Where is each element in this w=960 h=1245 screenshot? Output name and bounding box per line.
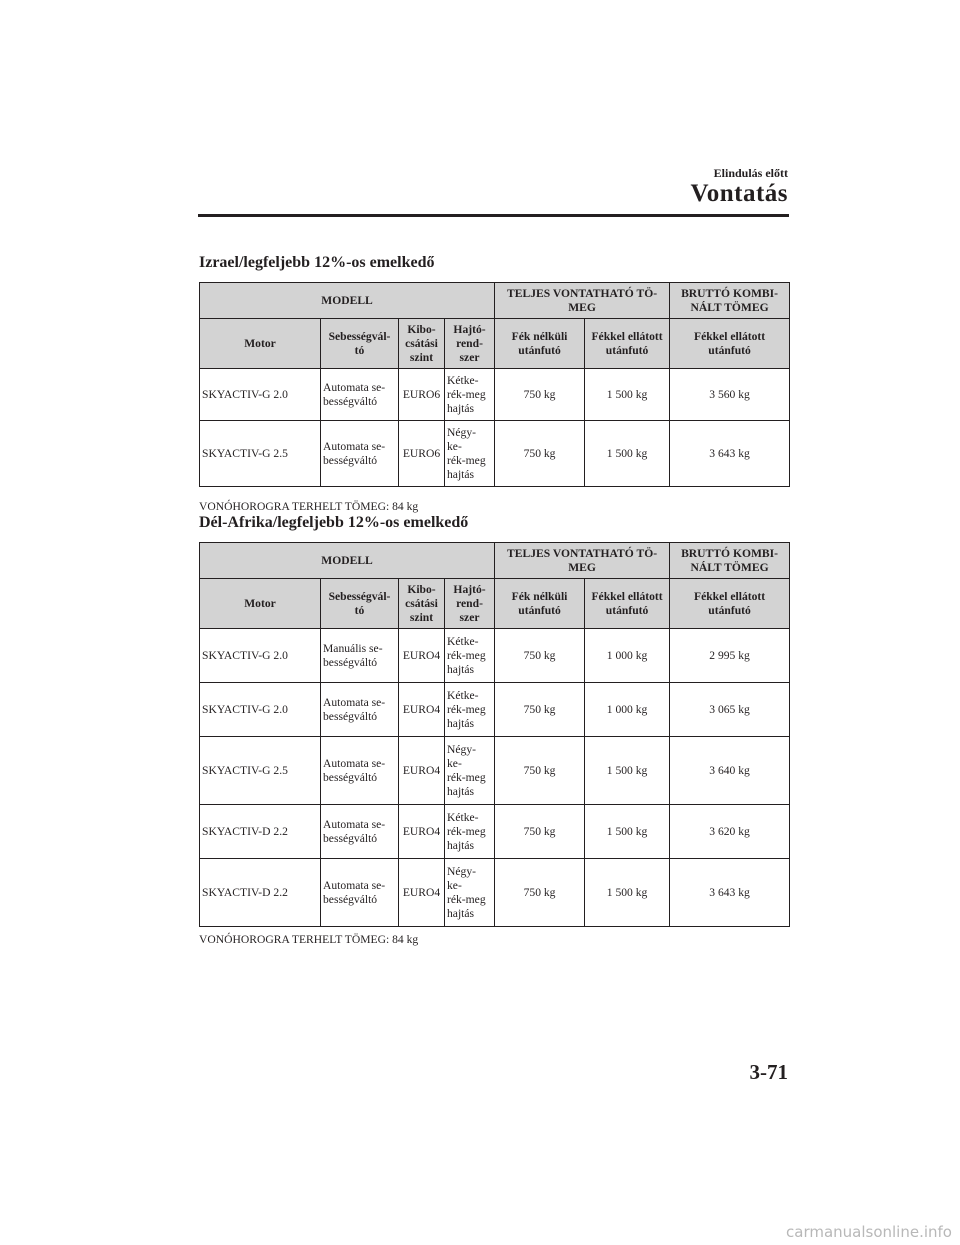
cell-emission: EURO4 [399, 683, 445, 737]
col-header-total-towable: TELJES VONTATHATÓ TÖ- MEG [495, 283, 670, 319]
cell-engine: SKYACTIV-G 2.0 [200, 683, 321, 737]
cell-engine: SKYACTIV-G 2.0 [200, 629, 321, 683]
chapter-label: Elindulás előtt [713, 166, 788, 180]
cell-gcw: 3 643 kg [670, 859, 790, 927]
col-header-with-brake: Fékkel ellátott utánfutó [585, 319, 670, 369]
cell-gcw: 3 560 kg [670, 369, 790, 421]
cell-transmission: Automata se- bességváltó [321, 859, 399, 927]
table-row [200, 683, 790, 737]
col-header-drive: Hajtó- rend- szer [445, 319, 495, 369]
cell-with-brake: 1 000 kg [585, 683, 670, 737]
page-title: Vontatás [690, 180, 788, 207]
tongue-load-note-israel: VONÓHOROGRA TERHELT TÖMEG: 84 kg [199, 500, 419, 513]
col-header-model: MODELL [200, 543, 495, 579]
cell-no-brake: 750 kg [495, 859, 585, 927]
col-header-no-brake: Fék nélküli utánfutó [495, 319, 585, 369]
col-header-engine: Motor [200, 579, 321, 629]
cell-drive: Kétke- rék-meg hajtás [445, 805, 495, 859]
spec-table-south-africa [199, 542, 790, 927]
table-row [200, 737, 790, 805]
cell-engine: SKYACTIV-G 2.5 [200, 737, 321, 805]
cell-with-brake: 1 500 kg [585, 421, 670, 487]
spec-table-israel [199, 282, 790, 487]
cell-drive: Kétke- rék-meg hajtás [445, 683, 495, 737]
cell-with-brake: 1 500 kg [585, 369, 670, 421]
cell-with-brake: 1 500 kg [585, 805, 670, 859]
col-header-with-brake: Fékkel ellátott utánfutó [585, 579, 670, 629]
cell-with-brake: 1 500 kg [585, 859, 670, 927]
cell-gcw: 3 640 kg [670, 737, 790, 805]
table-row [200, 859, 790, 927]
section-title-south-africa: Dél-Afrika/legfeljebb 12%-os emelkedő [199, 514, 469, 531]
cell-transmission: Automata se- bességváltó [321, 683, 399, 737]
cell-drive: Kétke- rék-meg hajtás [445, 629, 495, 683]
cell-emission: EURO4 [399, 805, 445, 859]
cell-emission: EURO6 [399, 369, 445, 421]
cell-no-brake: 750 kg [495, 805, 585, 859]
cell-gcw: 3 065 kg [670, 683, 790, 737]
col-header-no-brake: Fék nélküli utánfutó [495, 579, 585, 629]
cell-emission: EURO4 [399, 737, 445, 805]
cell-with-brake: 1 000 kg [585, 629, 670, 683]
col-header-transmission: Sebességvál- tó [321, 579, 399, 629]
cell-with-brake: 1 500 kg [585, 737, 670, 805]
cell-transmission: Automata se- bességváltó [321, 421, 399, 487]
cell-engine: SKYACTIV-D 2.2 [200, 859, 321, 927]
cell-transmission: Automata se- bességváltó [321, 737, 399, 805]
cell-drive: Kétke- rék-meg hajtás [445, 369, 495, 421]
cell-engine: SKYACTIV-G 2.5 [200, 421, 321, 487]
cell-gcw: 3 620 kg [670, 805, 790, 859]
col-header-model: MODELL [200, 283, 495, 319]
cell-gcw: 3 643 kg [670, 421, 790, 487]
cell-no-brake: 750 kg [495, 421, 585, 487]
col-header-gross-combined: BRUTTÓ KOMBI- NÁLT TÖMEG [670, 543, 790, 579]
cell-emission: EURO4 [399, 859, 445, 927]
col-header-engine: Motor [200, 319, 321, 369]
section-title-israel: Izrael/legfeljebb 12%-os emelkedő [199, 254, 435, 271]
col-header-emission: Kibo- csátási szint [399, 579, 445, 629]
watermark[interactable]: carmanualsonline.info [786, 1223, 952, 1241]
table-row [200, 421, 790, 487]
cell-transmission: Automata se- bességváltó [321, 805, 399, 859]
cell-engine: SKYACTIV-D 2.2 [200, 805, 321, 859]
header-rule [198, 214, 789, 217]
cell-gcw: 2 995 kg [670, 629, 790, 683]
cell-transmission: Automata se- bességváltó [321, 369, 399, 421]
table-row [200, 369, 790, 421]
col-header-with-brake-gcw: Fékkel ellátott utánfutó [670, 579, 790, 629]
cell-emission: EURO4 [399, 629, 445, 683]
tongue-load-note-south-africa: VONÓHOROGRA TERHELT TÖMEG: 84 kg [199, 933, 419, 946]
table-row [200, 629, 790, 683]
col-header-gross-combined: BRUTTÓ KOMBI- NÁLT TÖMEG [670, 283, 790, 319]
col-header-transmission: Sebességvál- tó [321, 319, 399, 369]
col-header-total-towable: TELJES VONTATHATÓ TÖ- MEG [495, 543, 670, 579]
col-header-drive: Hajtó- rend- szer [445, 579, 495, 629]
cell-no-brake: 750 kg [495, 369, 585, 421]
col-header-with-brake-gcw: Fékkel ellátott utánfutó [670, 319, 790, 369]
cell-drive: Négy- ke- rék-meg hajtás [445, 737, 495, 805]
cell-drive: Négy- ke- rék-meg hajtás [445, 859, 495, 927]
cell-transmission: Manuális se- bességváltó [321, 629, 399, 683]
col-header-emission: Kibo- csátási szint [399, 319, 445, 369]
table-row [200, 805, 790, 859]
cell-no-brake: 750 kg [495, 737, 585, 805]
page-number: 3-71 [749, 1060, 788, 1084]
cell-no-brake: 750 kg [495, 683, 585, 737]
cell-emission: EURO6 [399, 421, 445, 487]
cell-drive: Négy- ke- rék-meg hajtás [445, 421, 495, 487]
cell-engine: SKYACTIV-G 2.0 [200, 369, 321, 421]
cell-no-brake: 750 kg [495, 629, 585, 683]
